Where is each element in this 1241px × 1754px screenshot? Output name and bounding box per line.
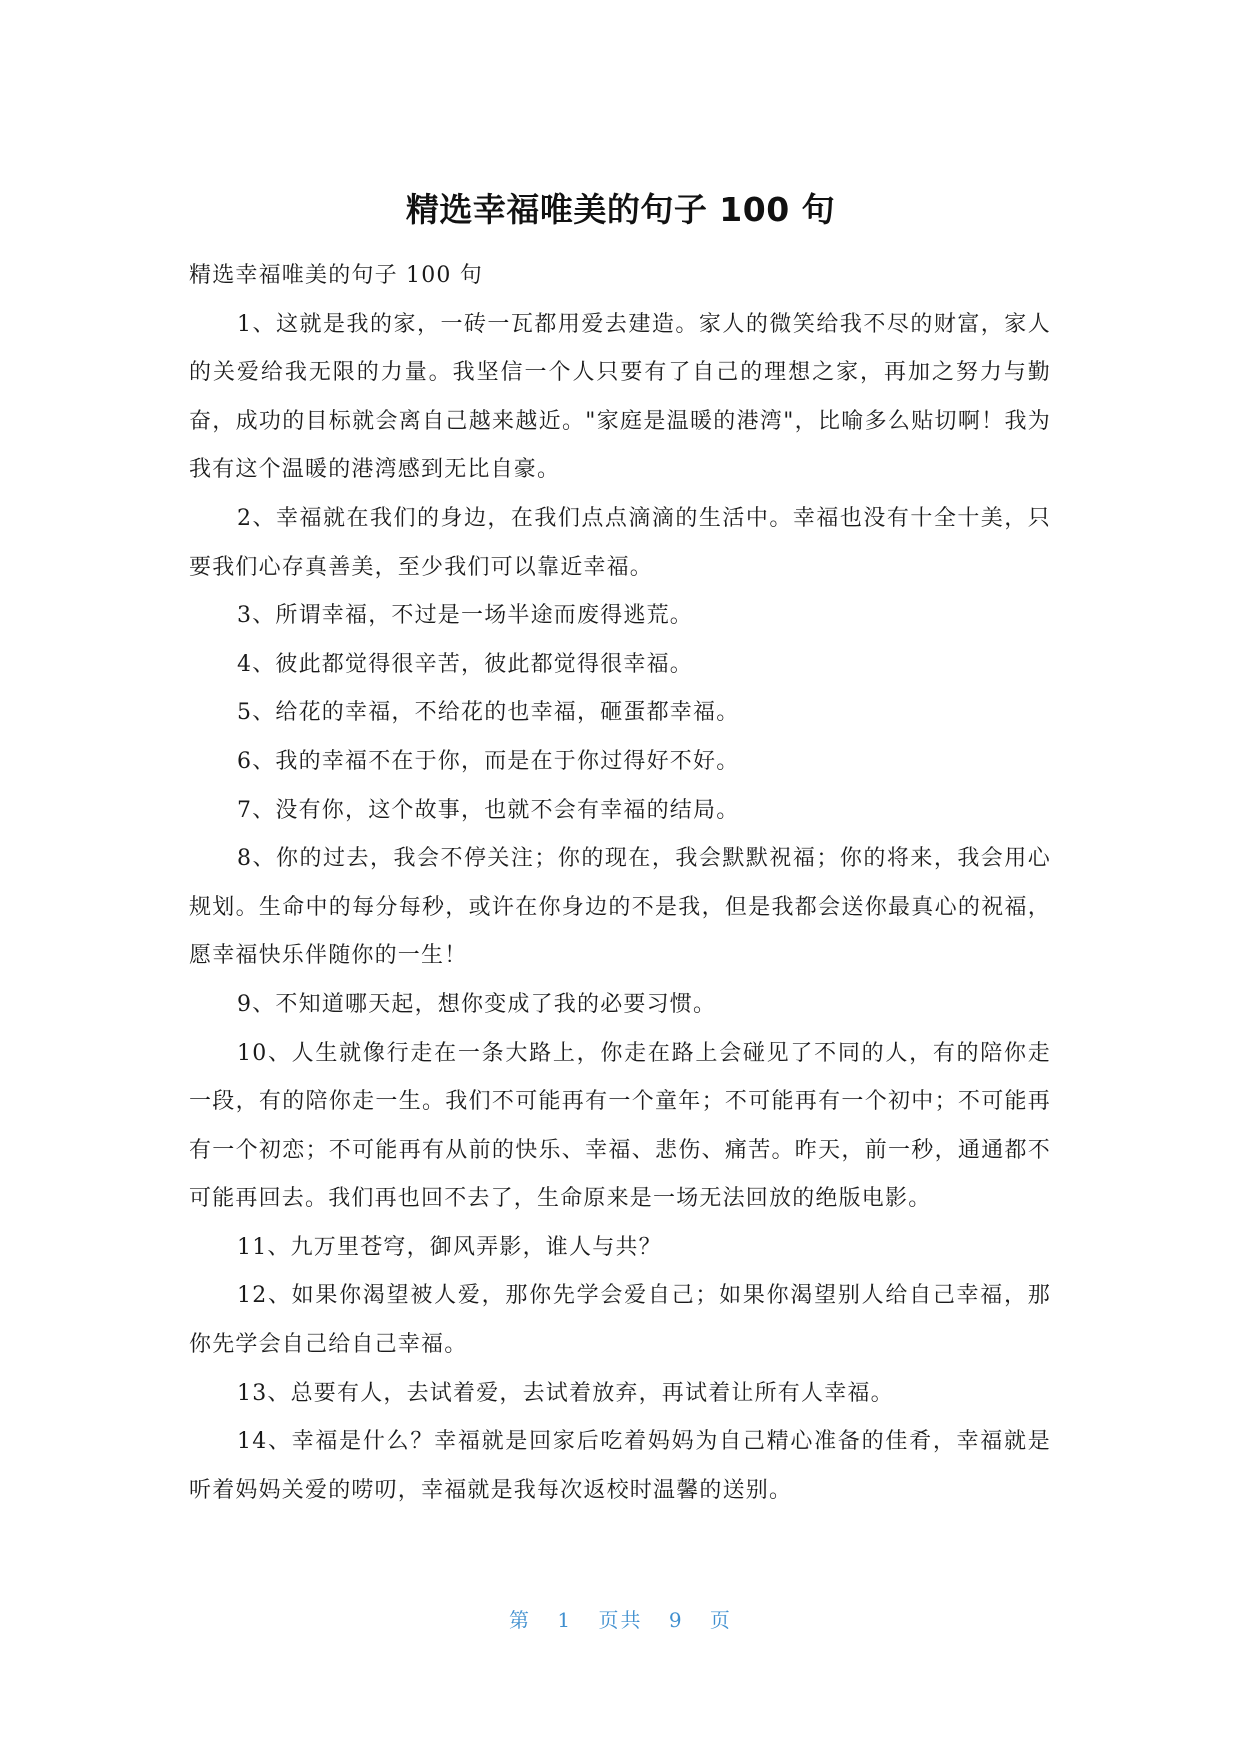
paragraph-13: 13、总要有人，去试着爱，去试着放弃，再试着让所有人幸福。 [237,1380,894,1406]
paragraph-1: 1、这就是我的家，一砖一瓦都用爱去建造。家人的微笑给我不尽的财富，家人的关爱给我无限的力量。我坚信一个人只要有了自己的理想之家，再加之努力与勤奋，成功的目标就会离自己越来越近。"家庭是温暖的港湾"，比喻多么贴切啊！我为我有这个温暖的港湾感到无比自豪。 [189,311,1051,483]
paragraph-6: 6、我的幸福不在于你，而是在于你过得好不好。 [237,748,740,774]
paragraph-2: 2、幸福就在我们的身边，在我们点点滴滴的生活中。幸福也没有十全十美，只要我们心存真善美，至少我们可以靠近幸福。 [189,505,1051,580]
page-number-footer: 第 1 页共 9 页 [509,1608,732,1632]
paragraph-7: 7、没有你，这个故事，也就不会有幸福的结局。 [237,797,740,823]
paragraph-5: 5、给花的幸福，不给花的也幸福，砸蛋都幸福。 [237,700,740,726]
paragraph-4: 4、彼此都觉得很辛苦，彼此都觉得很幸福。 [237,651,693,677]
paragraph-12: 12、如果你渴望被人爱，那你先学会爱自己；如果你渴望别人给自己幸福，那你先学会自己给自己幸福。 [189,1283,1051,1358]
paragraph-9: 9、不知道哪天起，想你变成了我的必要习惯。 [237,991,717,1017]
document-body [189,252,1051,1515]
paragraph-8: 8、你的过去，我会不停关注；你的现在，我会默默祝福；你的将来，我会用心规划。生命中的每分每秒，或许在你身边的不是我，但是我都会送你最真心的祝福，愿幸福快乐伴随你的一生！ [189,846,1051,969]
paragraph-11: 11、九万里苍穹，御风弄影，谁人与共？ [237,1234,662,1260]
paragraph-10: 10、人生就像行走在一条大路上，你走在路上会碰见了不同的人，有的陪你走一段，有的陪你走一生。我们不可能再有一个童年；不可能再有一个初中；不可能再有一个初恋；不可能再有从前的快乐、幸福、悲伤、痛苦。昨天，前一秒，通通都不可能再回去。我们再也回不去了，生命原来是一场无法回放的绝版电影。 [189,1040,1051,1212]
paragraph-14: 14、幸福是什么？幸福就是回家后吃着妈妈为自己精心准备的佳肴，幸福就是听着妈妈关爱的唠叨，幸福就是我每次返校时温馨的送别。 [189,1429,1051,1503]
paragraph-3: 3、所谓幸福，不过是一场半途而废得逃荒。 [237,603,693,629]
document-subtitle: 精选幸福唯美的句子 100 句 [189,263,483,288]
document-title: 精选幸福唯美的句子 100 句 [405,190,836,229]
